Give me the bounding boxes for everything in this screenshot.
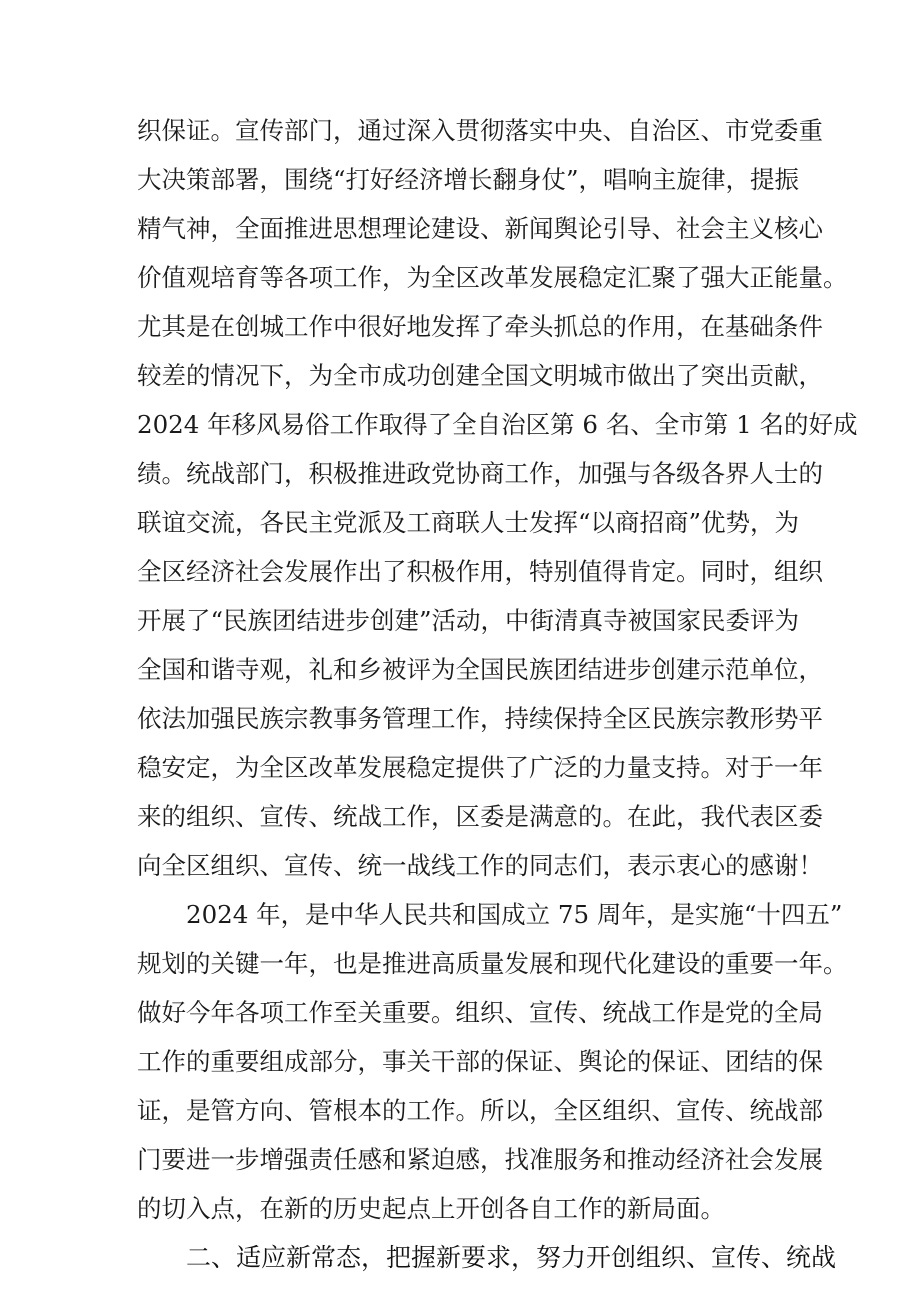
paragraph-1-line-14: 稳安定，为全区改革发展稳定提供了广泛的力量支持。对于一年 — [137, 753, 823, 782]
paragraph-1-line-13: 依法加强民族宗教事务管理工作，持续保持全区民族宗教形势平 — [137, 704, 823, 733]
paragraph-1-line-12: 全国和谐寺观，礼和乡被评为全国民族团结进步创建示范单位， — [137, 655, 823, 684]
paragraph-1-line-6: 较差的情况下，为全市成功创建全国文明城市做出了突出贡献， — [137, 361, 823, 390]
paragraph-1-line-10: 全区经济社会发展作出了积极作用，特别值得肯定。同时，组织 — [137, 557, 823, 586]
paragraph-2-line-3: 做好今年各项工作至关重要。组织、宣传、统战工作是党的全局 — [137, 998, 823, 1027]
paragraph-1-line-11: 开展了“民族团结进步创建”活动，中街清真寺被国家民委评为 — [137, 606, 800, 635]
paragraph-1-line-16: 向全区组织、宣传、统一战线工作的同志们，表示衷心的感谢！ — [137, 851, 823, 880]
paragraph-1-line-3: 精气神，全面推进思想理论建设、新闻舆论引导、社会主义核心 — [137, 214, 823, 243]
paragraph-1-line-1: 织保证。宣传部门，通过深入贯彻落实中央、自治区、市党委重 — [137, 116, 823, 145]
paragraph-1-line-2: 大决策部署，围绕“打好经济增长翻身仗”，唱响主旋律，提振 — [137, 165, 800, 194]
paragraph-1-line-4: 价值观培育等各项工作，为全区改革发展稳定汇聚了强大正能量。 — [137, 263, 848, 292]
paragraph-2-line-4: 工作的重要组成部分，事关干部的保证、舆论的保证、团结的保 — [137, 1047, 823, 1076]
paragraph-1-line-5: 尤其是在创城工作中很好地发挥了牵头抓总的作用，在基础条件 — [137, 312, 823, 341]
paragraph-1-line-7: 2024 年移风易俗工作取得了全自治区第 6 名、全市第 1 名的好成 — [137, 410, 858, 439]
paragraph-1-line-9: 联谊交流，各民主党派及工商联人士发挥“以商招商”优势，为 — [137, 508, 800, 537]
section-heading: 二、适应新常态，把握新要求，努力开创组织、宣传、统战 — [186, 1243, 837, 1272]
paragraph-2-line-7: 的切入点，在新的历史起点上开创各自工作的新局面。 — [137, 1194, 725, 1223]
paragraph-1-line-8: 绩。统战部门，积极推进政党协商工作，加强与各级各界人士的 — [137, 459, 823, 488]
paragraph-2-line-1: 2024 年，是中华人民共和国成立 75 周年，是实施“十四五” — [186, 900, 843, 929]
paragraph-1-line-15: 来的组织、宣传、统战工作，区委是满意的。在此，我代表区委 — [137, 802, 823, 831]
paragraph-2-line-5: 证，是管方向、管根本的工作。所以，全区组织、宣传、统战部 — [137, 1096, 823, 1125]
paragraph-2-line-2: 规划的关键一年，也是推进高质量发展和现代化建设的重要一年。 — [137, 949, 848, 978]
paragraph-2-line-6: 门要进一步增强责任感和紧迫感，找准服务和推动经济社会发展 — [137, 1145, 823, 1174]
